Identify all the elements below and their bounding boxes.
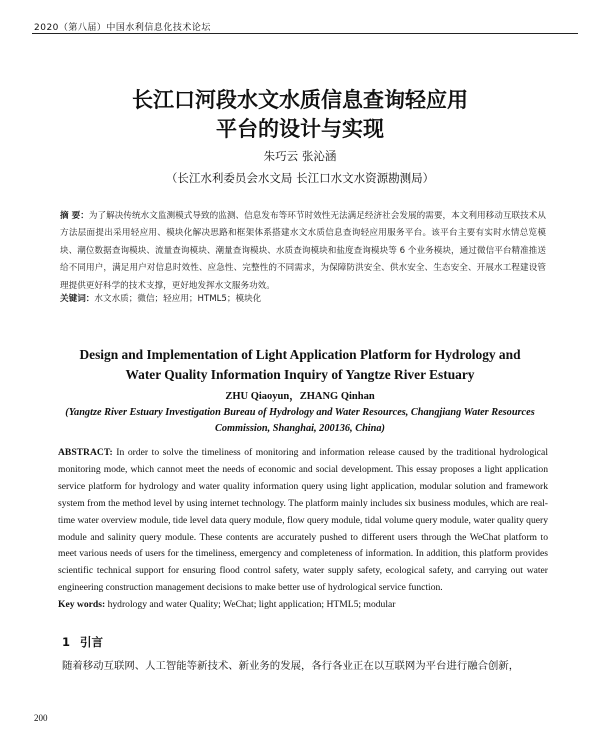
section-heading: [62, 634, 103, 650]
english-title-line-1: Design and Implementation of Light Application Platform for Hydrology and: [79, 347, 521, 362]
chinese-abstract: [60, 208, 546, 295]
page-number: 200: [34, 713, 48, 723]
english-authors: ZHU Qiaoyun，ZHANG Qinhan: [225, 391, 375, 402]
chinese-abstract-label: 摘 要：: [60, 211, 89, 221]
english-keywords: [58, 599, 548, 610]
english-keywords-text: hydrology and water Quality; WeChat; light application; HTML5; modular: [107, 599, 396, 610]
header-rule: [32, 33, 578, 34]
section-title: 引言: [80, 635, 104, 649]
english-title-line-2: Water Quality Information Inquiry of Yangtze River Estuary: [125, 367, 475, 382]
chinese-keywords-label: 关键词：: [60, 294, 95, 304]
chinese-keywords: [60, 292, 546, 304]
running-head: 2020（第八届）中国水利信息化技术论坛: [34, 23, 211, 33]
chinese-abstract-text: 为了解决传统水文监测模式导致的监测、信息发布等环节时效性无法满足经济社会发展的需要，本文利用移动互联技术从方法层面提出采用轻应用、模块化解决思路和框架体系搭建水文水质信息查询轻应用服务平台。该平台主要有实时水情总览模块、潮位数据查询模块、流量查询模块、潮量查询模块、水质查询模块和盐度查询模块等 6 个业务模块，通过微信平台精准推送给不同用户，满足用户对信息时效性、应急性、完整性的不同需求，为保障防洪安全、供水安全、生态安全、开展水工程建设管理提供更好科学的技术支撑，更好地发挥水文服务功效。: [60, 211, 546, 291]
chinese-title-line-1: 长江口河段水文水质信息查询轻应用: [132, 88, 468, 112]
chinese-title-line-2: 平台的设计与实现: [216, 117, 384, 141]
chinese-title: [60, 86, 540, 144]
section-number: 1: [62, 635, 71, 649]
body-paragraph: 随着移动互联网、人工智能等新技术、新业务的发展，各行各业正在以互联网为平台进行融合创新，: [62, 660, 520, 672]
english-abstract-label: ABSTRACT:: [58, 447, 113, 458]
chinese-affiliation: （长江水利委员会水文局 长江口水文水资源勘测局）: [165, 171, 435, 185]
english-affiliation: (Yangtze River Estuary Investigation Bureau of Hydrology and Water Resources, Changjiang Water Resources Commission, Shanghai, 200136, China): [65, 407, 535, 434]
english-keywords-label: Key words:: [58, 599, 106, 610]
chinese-authors: 朱巧云 张沁涵: [263, 149, 337, 163]
chinese-keywords-text: 水文水质；微信；轻应用；HTML5；模块化: [94, 294, 262, 304]
english-abstract-text: In order to solve the timeliness of monitoring and information release caused by the traditional hydrological monitoring mode, which cannot meet the needs of economic and social development. This essay proposes a light application service platform for hydrology and water quality information query using light application, modular solution and framework system from the method level by using internet technology. The platform mainly includes six business modules, which are real-time water overview module, tide level data query module, flow query module, tidal volume query module, water quality query module and salinity query module. These contents are accurately pushed to different users through the WeChat platform to meet various needs of users for the timeliness, emergency and completeness of information. In addition, this platform provides scientific technical support for ensuring flood control safety, water supply safety, ecological safety, and carrying out water engineering construction management decisions to make better use of hydrological service function.: [58, 447, 548, 594]
english-abstract: [58, 445, 548, 597]
english-title: [40, 345, 560, 385]
